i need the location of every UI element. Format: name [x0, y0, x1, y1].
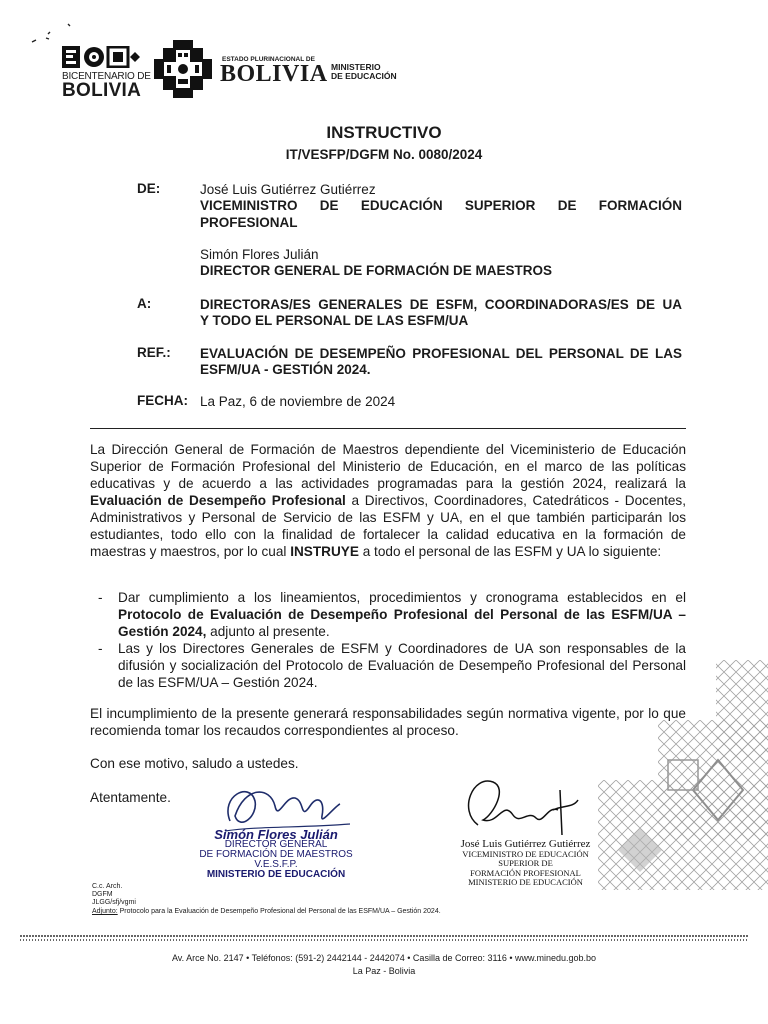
p4-text: Atentamente. [90, 790, 171, 805]
document-number: IT/VESFP/DGFM No. 0080/2024 [285, 147, 483, 162]
b1-text-c: adjunto al presente. [206, 624, 330, 639]
stamp1-line3: V.E.S.F.P. [254, 859, 298, 870]
stamp2-line2: FORMACIÓN PROFESIONAL [470, 867, 581, 878]
de-from1-name: José Luis Gutiérrez Gutiérrez [200, 182, 376, 197]
de-from2-name: Simón Flores Julián [200, 247, 319, 262]
p3-text: Con ese motivo, saludo a ustedes. [90, 756, 299, 771]
instruction-list [90, 589, 686, 691]
adjunto-line [92, 908, 441, 916]
stamp1-line4: MINISTERIO DE EDUCACIÓN [206, 869, 346, 880]
bicentenario-small-text: BICENTENARIO DE [62, 71, 151, 82]
p1-text-c: a Directivos, Coordinadores, Catedráticos - Docentes, Administrativos y Personal de Servicio de las ESFM y UA, en el que también participarán los estudiantes, todo ello con la finalidad de fortalecer la calidad educativa en la formación de maestras y maestros, por lo cual [90, 493, 686, 559]
chakana-emblem-icon [152, 38, 214, 100]
footer-address: Av. Arce No. 2147 • Teléfonos: (591-2) 2442144 - 2442074 • Casilla de Correo: 3116 • www.minedu.gob.bo [171, 953, 597, 963]
ministerio-header [331, 63, 397, 81]
stamp-director-general [196, 827, 356, 880]
a-label: A: [137, 296, 152, 311]
cc-line1: C.c. Arch. [92, 883, 123, 890]
bullet-dash: - [98, 590, 103, 605]
p1-text-e: a todo el personal de las ESFM y UA lo siguiente: [358, 544, 662, 559]
estado-big-text: BOLIVIA [220, 61, 328, 87]
stamp2-name: José Luis Gutiérrez Gutiérrez [460, 838, 591, 850]
stamp-viceministro [448, 840, 603, 888]
bicentenario-big-text: BOLIVIA [62, 80, 142, 101]
b1-text-a: Dar cumplimiento a los lineamientos, procedimientos y cronograma establecidos en el [118, 590, 686, 605]
ministerio-line1: MINISTERIO [331, 62, 381, 72]
fecha-value: La Paz, 6 de noviembre de 2024 [200, 394, 396, 409]
stamp1-line2: DE FORMACIÓN DE MAESTROS [199, 849, 353, 860]
document-title: INSTRUCTIVO [326, 123, 442, 142]
ref-label: REF.: [137, 345, 171, 360]
de-from1-title-line1: VICEMINISTRO DE EDUCACIÓN SUPERIOR DE FORMACIÓN [200, 198, 682, 213]
textile-pattern-decoration [598, 660, 768, 900]
body-paragraph-2 [90, 705, 686, 739]
ministerio-line2: DE EDUCACIÓN [331, 71, 397, 81]
bicentenario-logo-icon [62, 46, 140, 68]
estado-small-text: ESTADO PLURINACIONAL DE [222, 56, 315, 63]
stamp1-line1: DIRECTOR GENERAL [224, 839, 328, 850]
cc-line3: JLGG/sfj/vgmi [92, 899, 136, 906]
de-label: DE: [137, 181, 161, 196]
footer-city: La Paz - Bolivia [352, 966, 416, 976]
de-from1-title-line2: PROFESIONAL [200, 215, 298, 230]
ref-line1: EVALUACIÓN DE DESEMPEÑO PROFESIONAL DEL PERSONAL DE LAS [200, 346, 682, 361]
list-item [90, 589, 686, 640]
p1-text-a: La Dirección General de Formación de Maestros dependiente del Viceministerio de Educación Superior de Formación Profesional del Ministerio de Educación, en el marco de las políticas educativas y de acuerdo a las actividades programadas para la gestión 2024, realizará la [90, 442, 686, 491]
p1-bold-evaluacion: Evaluación de Desempeño Profesional [90, 493, 346, 508]
p1-bold-instruye: INSTRUYE [290, 544, 359, 559]
stamp2-line1: VICEMINISTRO DE EDUCACIÓN SUPERIOR DE [462, 848, 589, 868]
b1-bold-protocolo: Protocolo de Evaluación de Desempeño Profesional del Personal de las ESFM/UA – Gestión 2024, [118, 607, 686, 639]
to-line2: Y TODO EL PERSONAL DE LAS ESFM/UA [200, 313, 469, 328]
ref-line2: ESFM/UA - GESTIÓN 2024. [200, 362, 371, 377]
bullet-dash: - [98, 641, 103, 656]
stamp1-name: Simón Flores Julián [214, 827, 338, 842]
fecha-label: FECHA: [137, 393, 188, 408]
stamp2-line3: MINISTERIO DE EDUCACIÓN [468, 877, 583, 887]
adjunto-text: Protocolo para la Evaluación de Desempeño Profesional del Personal de las ESFM/UA – Gestión 2024. [117, 908, 441, 915]
header-divider [90, 428, 686, 429]
to-line1: DIRECTORAS/ES GENERALES DE ESFM, COORDINADORAS/ES DE UA [200, 297, 682, 312]
de-from2-title: DIRECTOR GENERAL DE FORMACIÓN DE MAESTROS [200, 263, 553, 278]
cc-line2: DGFM [92, 891, 113, 898]
p2-text: El incumplimiento de la presente generará responsabilidades según normativa vigente, por lo que recomienda tomar los recaudos correspondientes al proceso. [90, 706, 686, 738]
adjunto-label: Adjunto: [92, 908, 118, 915]
footer-pattern-border [20, 934, 748, 942]
b2-text: Las y los Directores Generales de ESFM y Coordinadores de UA son responsables de la difusión y socialización del Protocolo de Evaluación de Desempeño Profesional del Personal de las ESFM/UA – Gestión 2024. [118, 641, 686, 690]
list-item [90, 640, 686, 691]
body-paragraph-1 [90, 441, 686, 560]
